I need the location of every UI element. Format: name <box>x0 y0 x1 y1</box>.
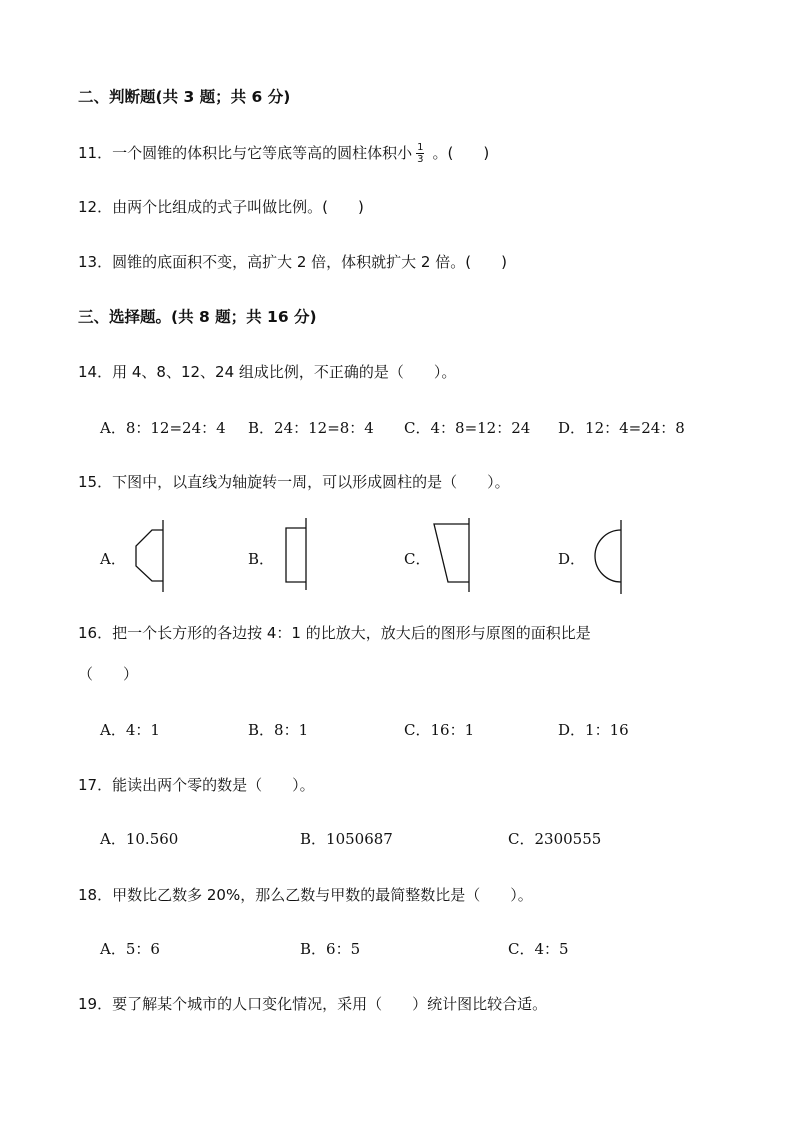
question-14: 14．用 4、8、12、24 组成比例，不正确的是（ ）。 <box>78 363 457 381</box>
question-12: 12．由两个比组成的式子叫做比例。( ) <box>78 198 364 216</box>
question-17: 17．能读出两个零的数是（ ）。 <box>78 776 315 794</box>
question-13: 13．圆锥的底面积不变，高扩大 2 倍，体积就扩大 2 倍。( ) <box>78 253 507 271</box>
trapezoid-half-figure-a <box>130 520 170 592</box>
q15-option-d[interactable]: D． <box>558 550 586 568</box>
q18-option-a[interactable]: A．5：6 <box>100 940 160 958</box>
question-16-blank: （ ） <box>78 665 139 683</box>
question-11-tail: 。( ) <box>432 144 490 162</box>
question-11-text: 11．一个圆锥的体积比与它等底等高的圆柱体积小 <box>78 144 413 162</box>
q15-option-b[interactable]: B． <box>248 550 275 568</box>
trapezoid-figure-c <box>430 518 476 592</box>
section-judge-title: 二、判断题(共 3 题；共 6 分) <box>78 88 291 106</box>
q16-option-d[interactable]: D．1：16 <box>558 721 629 739</box>
q16-option-c[interactable]: C．16：1 <box>404 721 475 739</box>
rectangle-figure-b <box>280 518 316 590</box>
q17-option-b[interactable]: B．1050687 <box>300 830 393 848</box>
q16-option-a[interactable]: A．4：1 <box>100 721 160 739</box>
q18-option-c[interactable]: C．4：5 <box>508 940 569 958</box>
question-19: 19．要了解某个城市的人口变化情况，采用（ ）统计图比较合适。 <box>78 995 548 1013</box>
question-16: 16．把一个长方形的各边按 4：1 的比放大，放大后的图形与原图的面积比是 <box>78 624 591 642</box>
fraction-one-third: $\frac{1}{3}$ <box>417 142 424 165</box>
q14-option-c[interactable]: C．4：8=12：24 <box>404 419 531 437</box>
q16-option-b[interactable]: B．8：1 <box>248 721 309 739</box>
q15-option-a[interactable]: A． <box>100 550 126 568</box>
q18-option-b[interactable]: B．6：5 <box>300 940 361 958</box>
q14-option-d[interactable]: D．12：4=24：8 <box>558 419 685 437</box>
q14-option-b[interactable]: B．24：12=8：4 <box>248 419 374 437</box>
q17-option-a[interactable]: A．10.560 <box>100 830 179 848</box>
q14-option-a[interactable]: A．8：12=24：4 <box>100 419 226 437</box>
semicircle-figure-d <box>588 520 628 594</box>
question-18: 18．甲数比乙数多 20%，那么乙数与甲数的最简整数比是（ ）。 <box>78 886 533 904</box>
section-choice-title: 三、选择题。(共 8 题；共 16 分) <box>78 308 317 326</box>
question-11 <box>78 142 489 165</box>
q17-option-c[interactable]: C．2300555 <box>508 830 602 848</box>
question-15: 15．下图中，以直线为轴旋转一周，可以形成圆柱的是（ ）。 <box>78 473 510 491</box>
q15-option-c[interactable]: C． <box>404 550 431 568</box>
